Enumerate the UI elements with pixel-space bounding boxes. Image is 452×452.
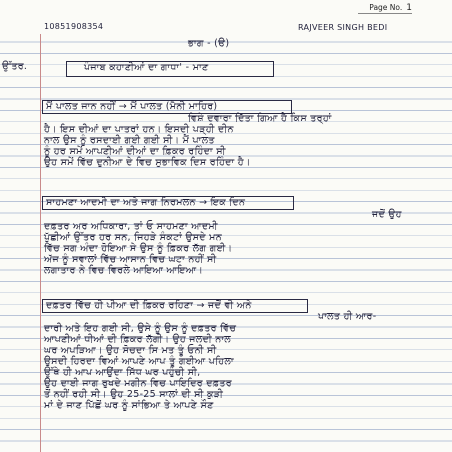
text-line: ਪੁੱਛੀਆਂ ਉੱਤਰ ਹਰ ਸਨ, ਜਿਹੜੇ ਸੰਕਟਾਂ ਉਸਦੇ ਮਨ xyxy=(44,232,222,243)
text-line: ਦਾਰੀ ਅਤੇ ਇਹ ਗਈ ਸੀ, ਉਸੇ ਨੂੰ ਉਸ ਨੂੰ ਦਫ਼ਤਰ ਵਿੱਚ xyxy=(44,323,237,334)
text-line: ਵਿਸ਼ੇ ਦਵਾਰਾ ਦਿੱਤਾ ਗਿਆ ਹੈ ਕਿਸ ਤਰ੍ਹਾਂ xyxy=(188,113,332,124)
text-line: ਸਾਹਮਣਾ ਆਦਮੀ ਦਾ ਅਤੇ ਜਾਗ ਨਿਰਮਲਨ → ਇਕ ਦਿਨ xyxy=(46,197,246,208)
text-line: ਉੱਥੇ ਹੀ ਆਪ ਆਉਂਦਾ ਸਿੱਧ ਘਰ ਪਹੁੰਚੀ ਸੀ, xyxy=(44,367,201,378)
text-line: ਜਦੋਂ ਉਹ xyxy=(372,209,402,220)
text-line: ਮਾਂ ਦੇ ਜਾਣ ਪਿੱਛੋਂ ਘਰ ਨੂੰ ਸਾਂਭਿਆ ਤੇ ਆਪਣੇ ਸੌਣ xyxy=(44,400,214,411)
text-line: ਉਸਦੀ ਹਿਰਦਾ ਵਿਆਂ ਆਪਣੇ ਆਪ ਤੂੰ ਗਈਆ ਪਹਿਲਾ xyxy=(44,356,234,367)
text-line: ਉਹ ਸਮੇਂ ਵਿੱਚ ਦੁਨੀਆ ਦੇ ਵਿਚ ਸੁਭਾਵਿਕ ਦਿਸ ਰਹਿੰਦਾ ਹੈ। xyxy=(44,157,251,168)
text-line: ਉਹ ਦਾਈ ਜਾਗ ਰੁਖਦੇ ਮਗੀਨ ਵਿਚ ਪਾਇਦਿਰ ਦਫ਼ਤਰ xyxy=(44,378,232,389)
title-line: ਪੰਜਾਬ ਕਹਾਣੀਆਂ ਦਾ ਗਾਧਾ' - ਮਾਣ xyxy=(84,62,209,73)
text-line: ਤੋਂ ਨਹੀਂ ਰਹੀ ਸੀ। ਉਹ 25-25 ਸਾਲਾਂ ਦੀ ਸੀ ਕੁੜੀ xyxy=(44,389,224,400)
text-line: ਲਗਾਤਾਰ ਨੇ ਵਿਚ ਵਿਰਲੇ ਆਇਆ ਆਇਆ। xyxy=(44,265,204,276)
page-number-underline xyxy=(358,13,412,14)
text-line: ਹੈ। ਇਸ ਦੀਆਂ ਦਾ ਪਾਤਰਾਂ ਹਨ। ਇਸਦੀ ਪੜ੍ਹੀ ਦੀਨ xyxy=(44,124,234,135)
text-line: ਨਾਲ ਉਸ ਨੂੰ ਰਸਦਾਈ ਗਈ ਗਈ ਸੀ। ਮੈਂ ਪਾਲਤ xyxy=(44,135,215,146)
text-line: ਦਫ਼ਤਰ ਵਿੱਚ ਹੀ ਪੀਆ ਦੀ ਫ਼ਿਕਰ ਰਹਿਣਾ → ਜਦੋਂ ਵੀ ਅਨੇ xyxy=(46,300,252,311)
text-line: ਦਫ਼ਤਰ ਅਰ ਅਧਿਕਾਰਾ, ਤਾਂ ਓ ਸਾਹਮਣਾ ਆਦਮੀ xyxy=(44,221,218,232)
text-line: ਘਰ ਅਪੜਿਆ। ਉਹ ਸੋਚਦਾ ਸਿ ਮਤ ਤੂੰ ਓਨੀ ਸੀ xyxy=(44,345,217,356)
roll-number: 10851908354 xyxy=(44,22,104,31)
answer-label: ਉੱਤਰ. xyxy=(2,61,28,72)
page-number-label: Page No. xyxy=(369,3,403,12)
text-line: ਨੂੰ ਹਰ ਸਮੇਂ ਆਪਣੀਆਂ ਦੀਆਂ ਦਾ ਫ਼ਿਕਰ ਰਹਿੰਦਾ ਸੀ xyxy=(44,146,226,157)
text-line: ਵਿੱਚ ਸਗ ਅੰਦਾ ਹੋਇਆ ਸੇ ਉਸ ਨੂੰ ਫ਼ਿਕਰ ਲੱਗ ਗਈ। xyxy=(44,243,233,254)
page-number xyxy=(369,3,412,13)
text-line: ਅੱਜ ਨੂੰ ਸਵਾਲਾਂ ਵਿੱਚ ਆਸਾਨ ਵਿਚ ਘਟਾ ਨਹੀਂ ਸੀ xyxy=(44,254,217,265)
text-line: ਮੈਂ ਪਾਲਤ ਜਾਨ ਨਹੀਂ → ਮੈਂ ਪਾਲਤ (ਮੈਨੀ ਮਾਹਿਰ) xyxy=(46,101,218,112)
section-heading: ਭਾਗ - (ੳ) xyxy=(188,38,230,49)
student-name: RAJVEER SINGH BEDI xyxy=(298,23,388,32)
margin-line xyxy=(40,34,41,452)
text-line: ਪਾਲਤ ਹੀ ਆਰ- xyxy=(318,311,377,322)
page-number-value: 1 xyxy=(406,3,412,13)
text-line: ਆਪਣੀਆਂ ਧੀਆਂ ਦੀ ਫ਼ਿਕਰ ਲੱਗੀ। ਉਹ ਜਲਦੀ ਨਾਲ xyxy=(44,334,231,345)
